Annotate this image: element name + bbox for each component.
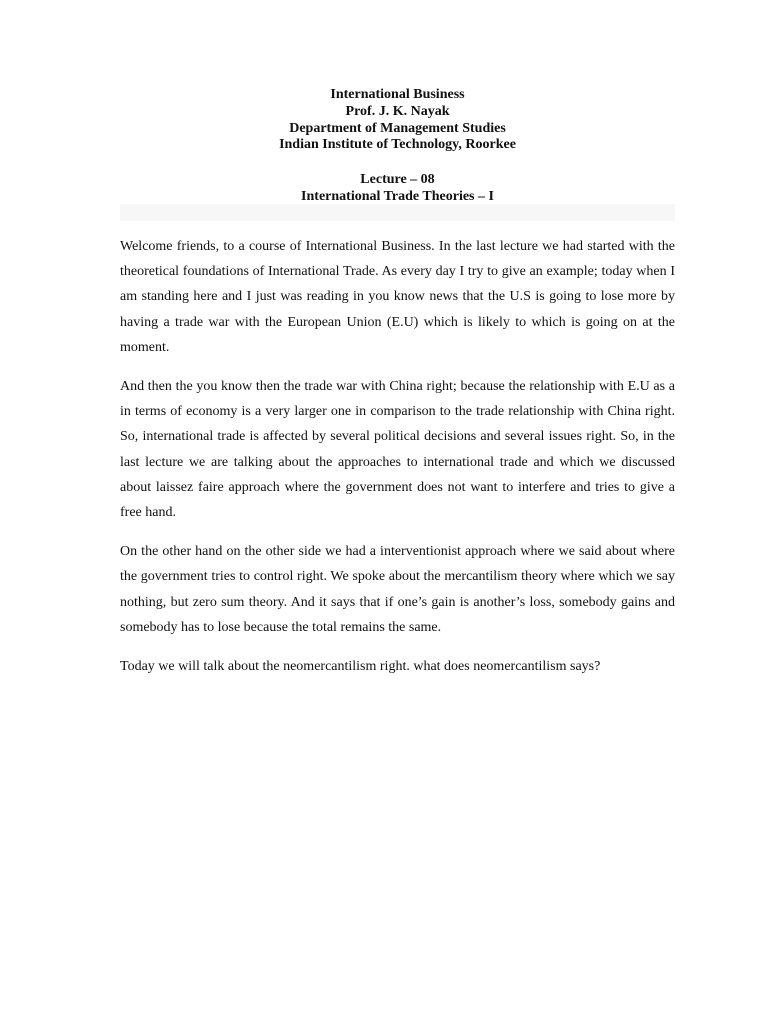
body-paragraph: And then the you know then the trade war with China right; because the relationship with E.U as a in terms of economy is a very larger one in comparison to the trade relationship with China right. So, international trade is affected by several political decisions and several issues right. So, in the last lecture we are talking about the approaches to international trade and which we discussed about laissez faire approach where the government does not want to interfere and tries to give a free hand. <box>120 379 675 521</box>
lecture-heading <box>120 171 675 205</box>
course-title: International Business <box>330 87 465 102</box>
professor-name: Prof. J. K. Nayak <box>345 103 450 119</box>
body-paragraph: Welcome friends, to a course of International Business. In the last lecture we had started with the theoretical foundations of International Trade. As every day I try to give an example; today when I am standing here and I just was reading in you know news that the U.S is going to lose more by having a trade war with the European Union (E.U) which is likely to which is going on at the moment. <box>120 239 675 355</box>
body-paragraph: Today we will talk about the neomercantilism right. what does neomercantilism says? <box>120 659 601 675</box>
lecture-body <box>120 234 675 693</box>
lecture-title: International Trade Theories – I <box>301 189 494 204</box>
department-name: Department of Management Studies <box>289 120 506 136</box>
title-separator-band <box>120 204 675 221</box>
institute-name: Indian Institute of Technology, Roorkee <box>279 137 516 153</box>
lecture-number: Lecture – 08 <box>360 172 435 187</box>
body-paragraph: On the other hand on the other side we had a interventionist approach where we said about where the government tries to control right. We spoke about the mercantilism theory where which we say nothing, but zero sum theory. And it says that if one’s gain is another’s loss, somebody gains and somebody has to lose because the total remains the same. <box>120 544 675 635</box>
document-header <box>120 87 675 154</box>
